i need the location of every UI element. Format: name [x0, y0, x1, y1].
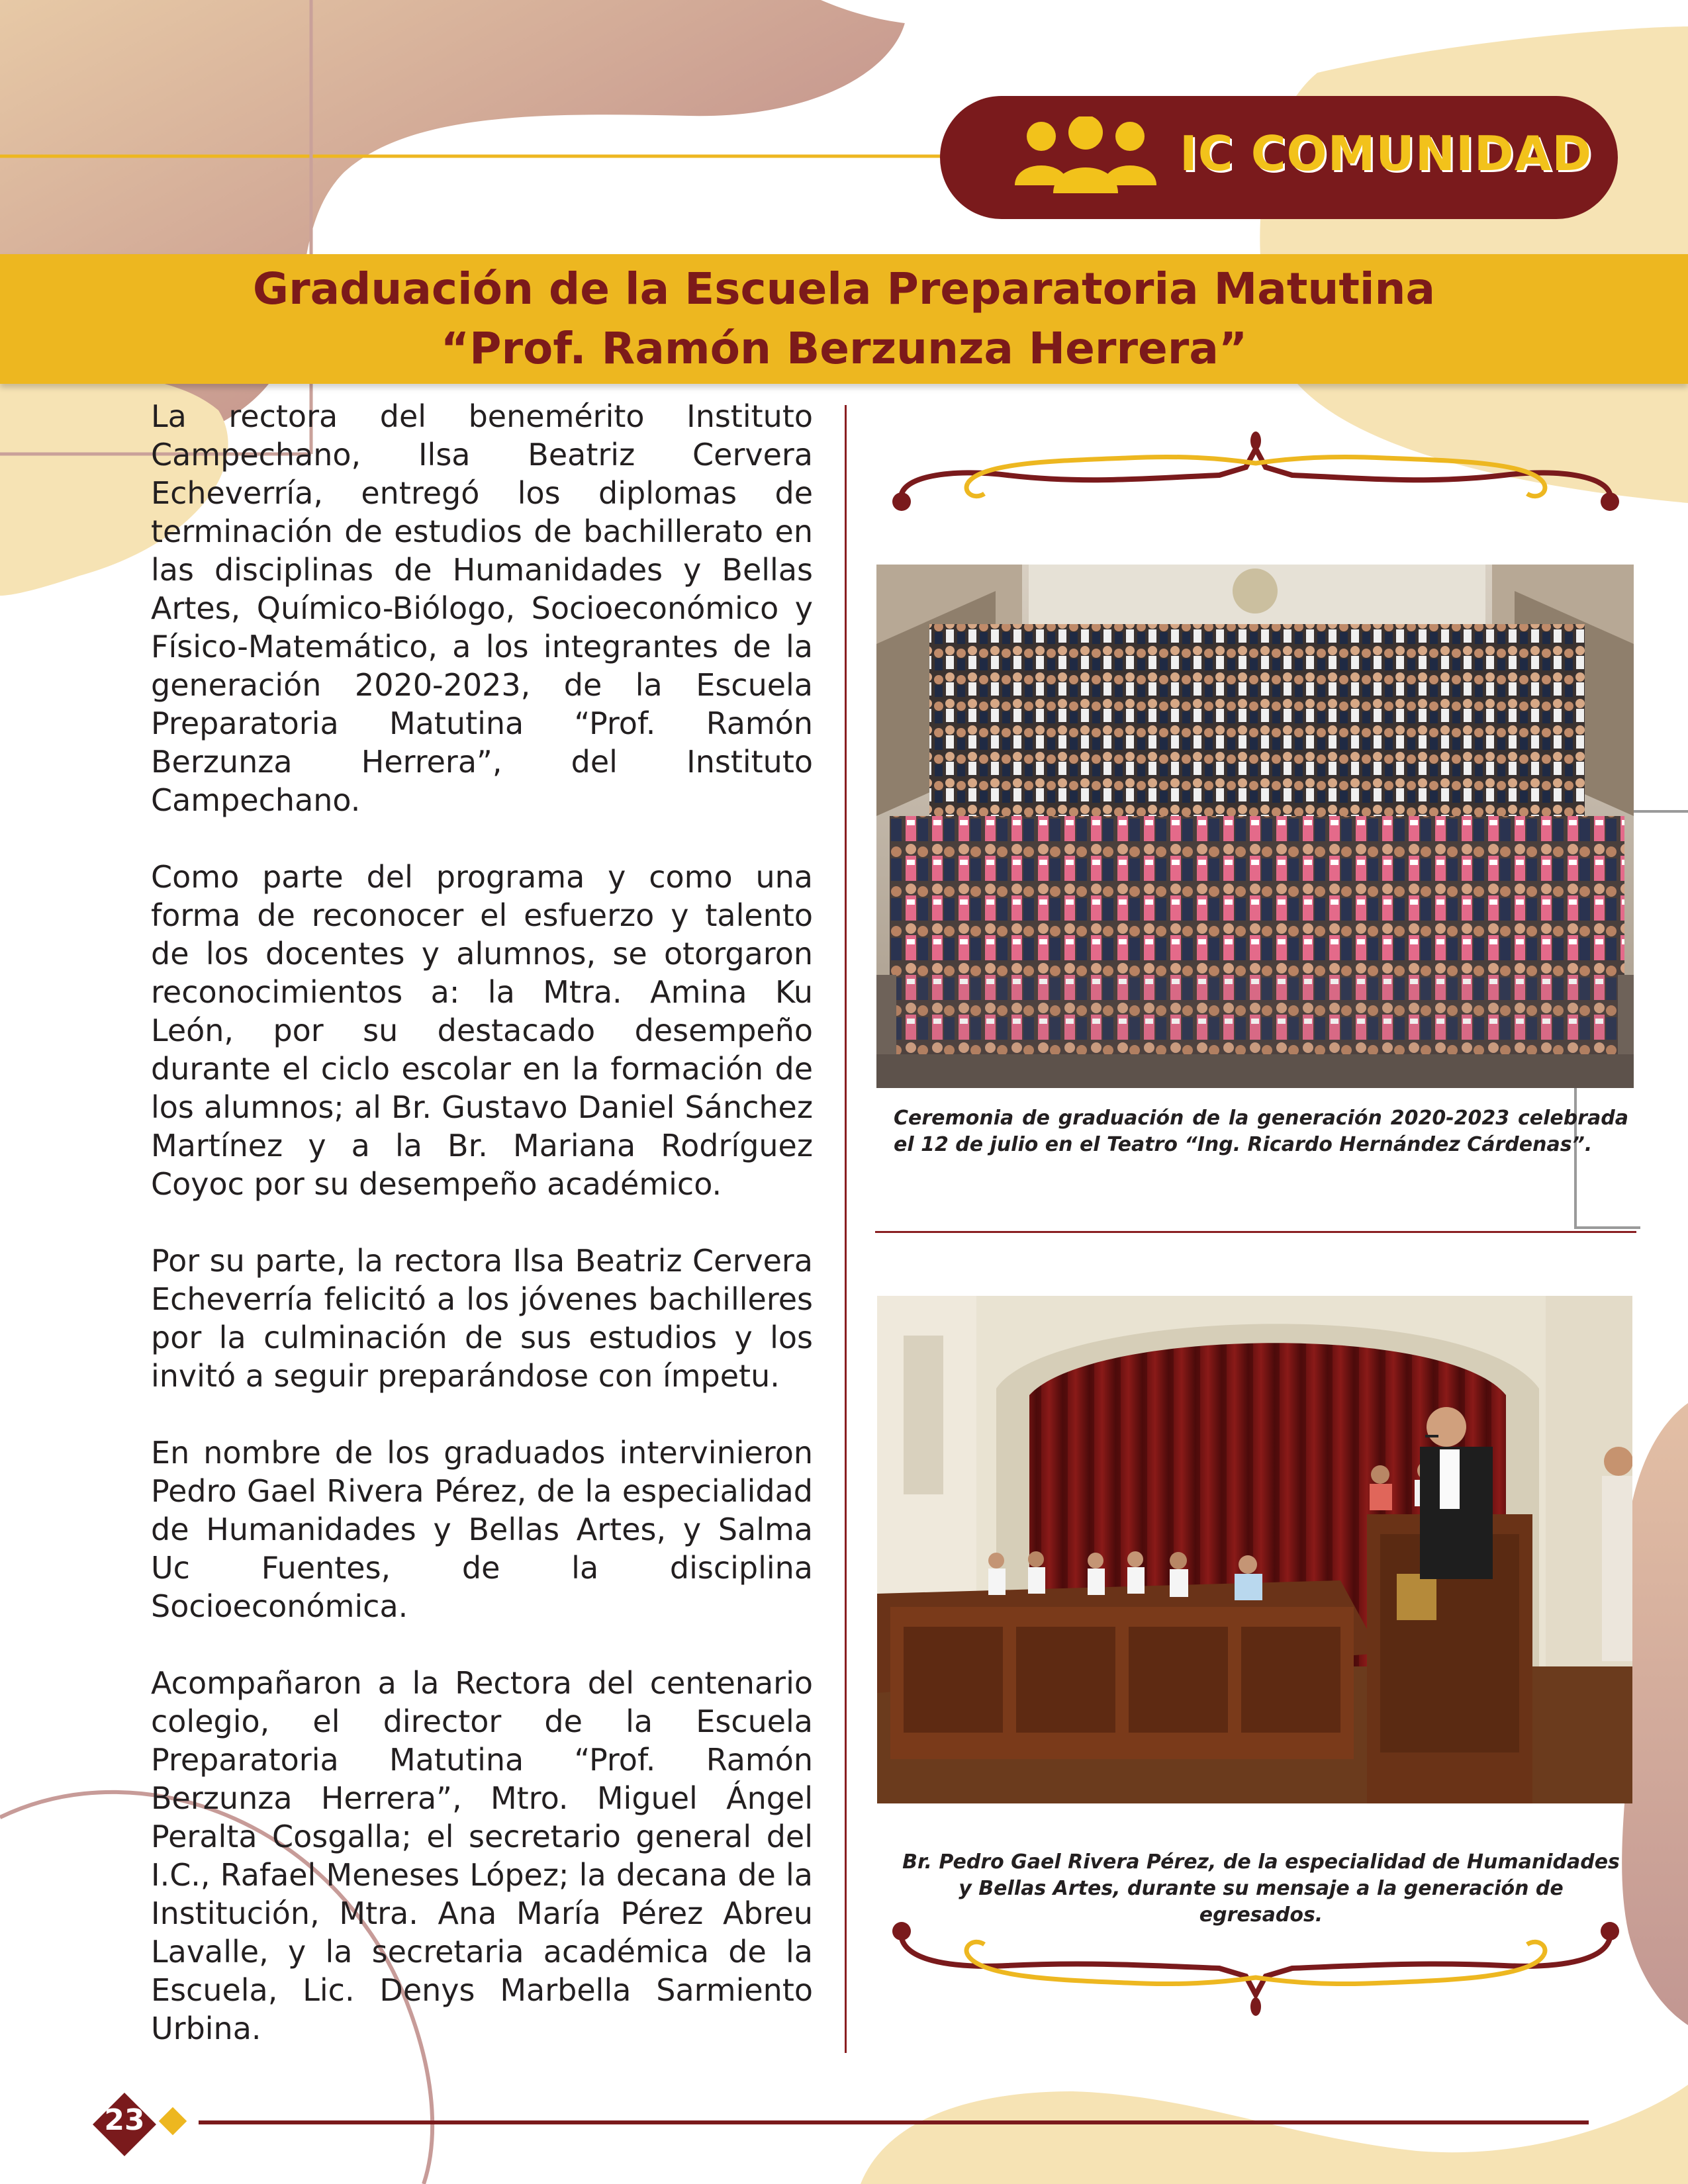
footer-line: [199, 2120, 1589, 2124]
paragraph: Por su parte, la rectora Ilsa Beatriz Cervera Echeverría felicitó a los jóvenes bachilleres por la culminación de sus estudios y los invitó a seguir preparándose con ímpetu.: [151, 1243, 813, 1394]
blob-bottom-right: [861, 2085, 1688, 2184]
article-title-line2: “Prof. Ramón Berzunza Herrera”: [440, 323, 1248, 374]
photo-divider: [875, 1231, 1636, 1233]
photo-caption-1: Ceremonia de graduación de la generación 2020-2023 celebrada el 12 de julio en el Teatro “Ing. Ricardo Hernández Cárdenas”.: [894, 1107, 1628, 1156]
photo-speaker-stage: [877, 1296, 1632, 1803]
article-body: [151, 397, 813, 2086]
paragraph: Acompañaron a la Rectora del centenario colegio, el director de la Escuela Preparatoria Matutina “Prof. Ramón Berzunza Herrera”, Mtro. Miguel Ángel Peralta Cosgalla; el secretario general del I.C., Rafael Meneses López; la decana de la Institución, Mtra. Ana María Pérez Abreu Lavalle, y la secretaria académica de la Escuela, Lic. Denys Marbella Sarmiento Urbina.: [151, 1665, 813, 2046]
paragraph: En nombre de los graduados intervinieron Pedro Gael Rivera Pérez, de la especialidad de Humanidades y Bellas Artes, y Salma Uc Fuentes, de la disciplina Socioeconómica.: [151, 1435, 813, 1624]
paragraph: La rectora del benemérito Instituto Campechano, Ilsa Beatriz Cervera Echeverría, entregó los diplomas de terminación de estudios de bachillerato en las disciplinas de Humanidades y Bellas Artes, Químico-Biólogo, Socioeconómico y Físico-Matemático, a los integrantes de la generación 2020-2023, de la Escuela Preparatoria Matutina “Prof. Ramón Berzunza Herrera”, del Instituto Campechano.: [151, 398, 813, 818]
section-title: IC COMUNIDAD: [1180, 126, 1593, 181]
photo-graduation-group: [876, 565, 1634, 1088]
paragraph: Como parte del programa y como una forma de reconocer el esfuerzo y talento de los docentes y alumnos, se otorgaron reconocimientos a: la Mtra. Amina Ku León, por su destacado desempeño durante el ciclo escolar en la formación de los alumnos; al Br. Gustavo Daniel Sánchez Martínez y a la Br. Mariana Rodríguez Coyoc por su desempeño académico.: [151, 859, 813, 1202]
people-group-icon: [1009, 116, 1162, 196]
page-number: 23: [104, 2103, 145, 2137]
photo-caption-2: Br. Pedro Gael Rivera Pérez, de la especialidad de Humanidades y Bellas Artes, durante su mensaje a la generación de egresados.: [902, 1850, 1620, 1927]
ornament-bottom: [875, 1922, 1636, 2021]
column-divider: [845, 405, 847, 2053]
ornament-top: [875, 429, 1636, 522]
article-title-line1: Graduación de la Escuela Preparatoria Matutina: [252, 263, 1436, 314]
